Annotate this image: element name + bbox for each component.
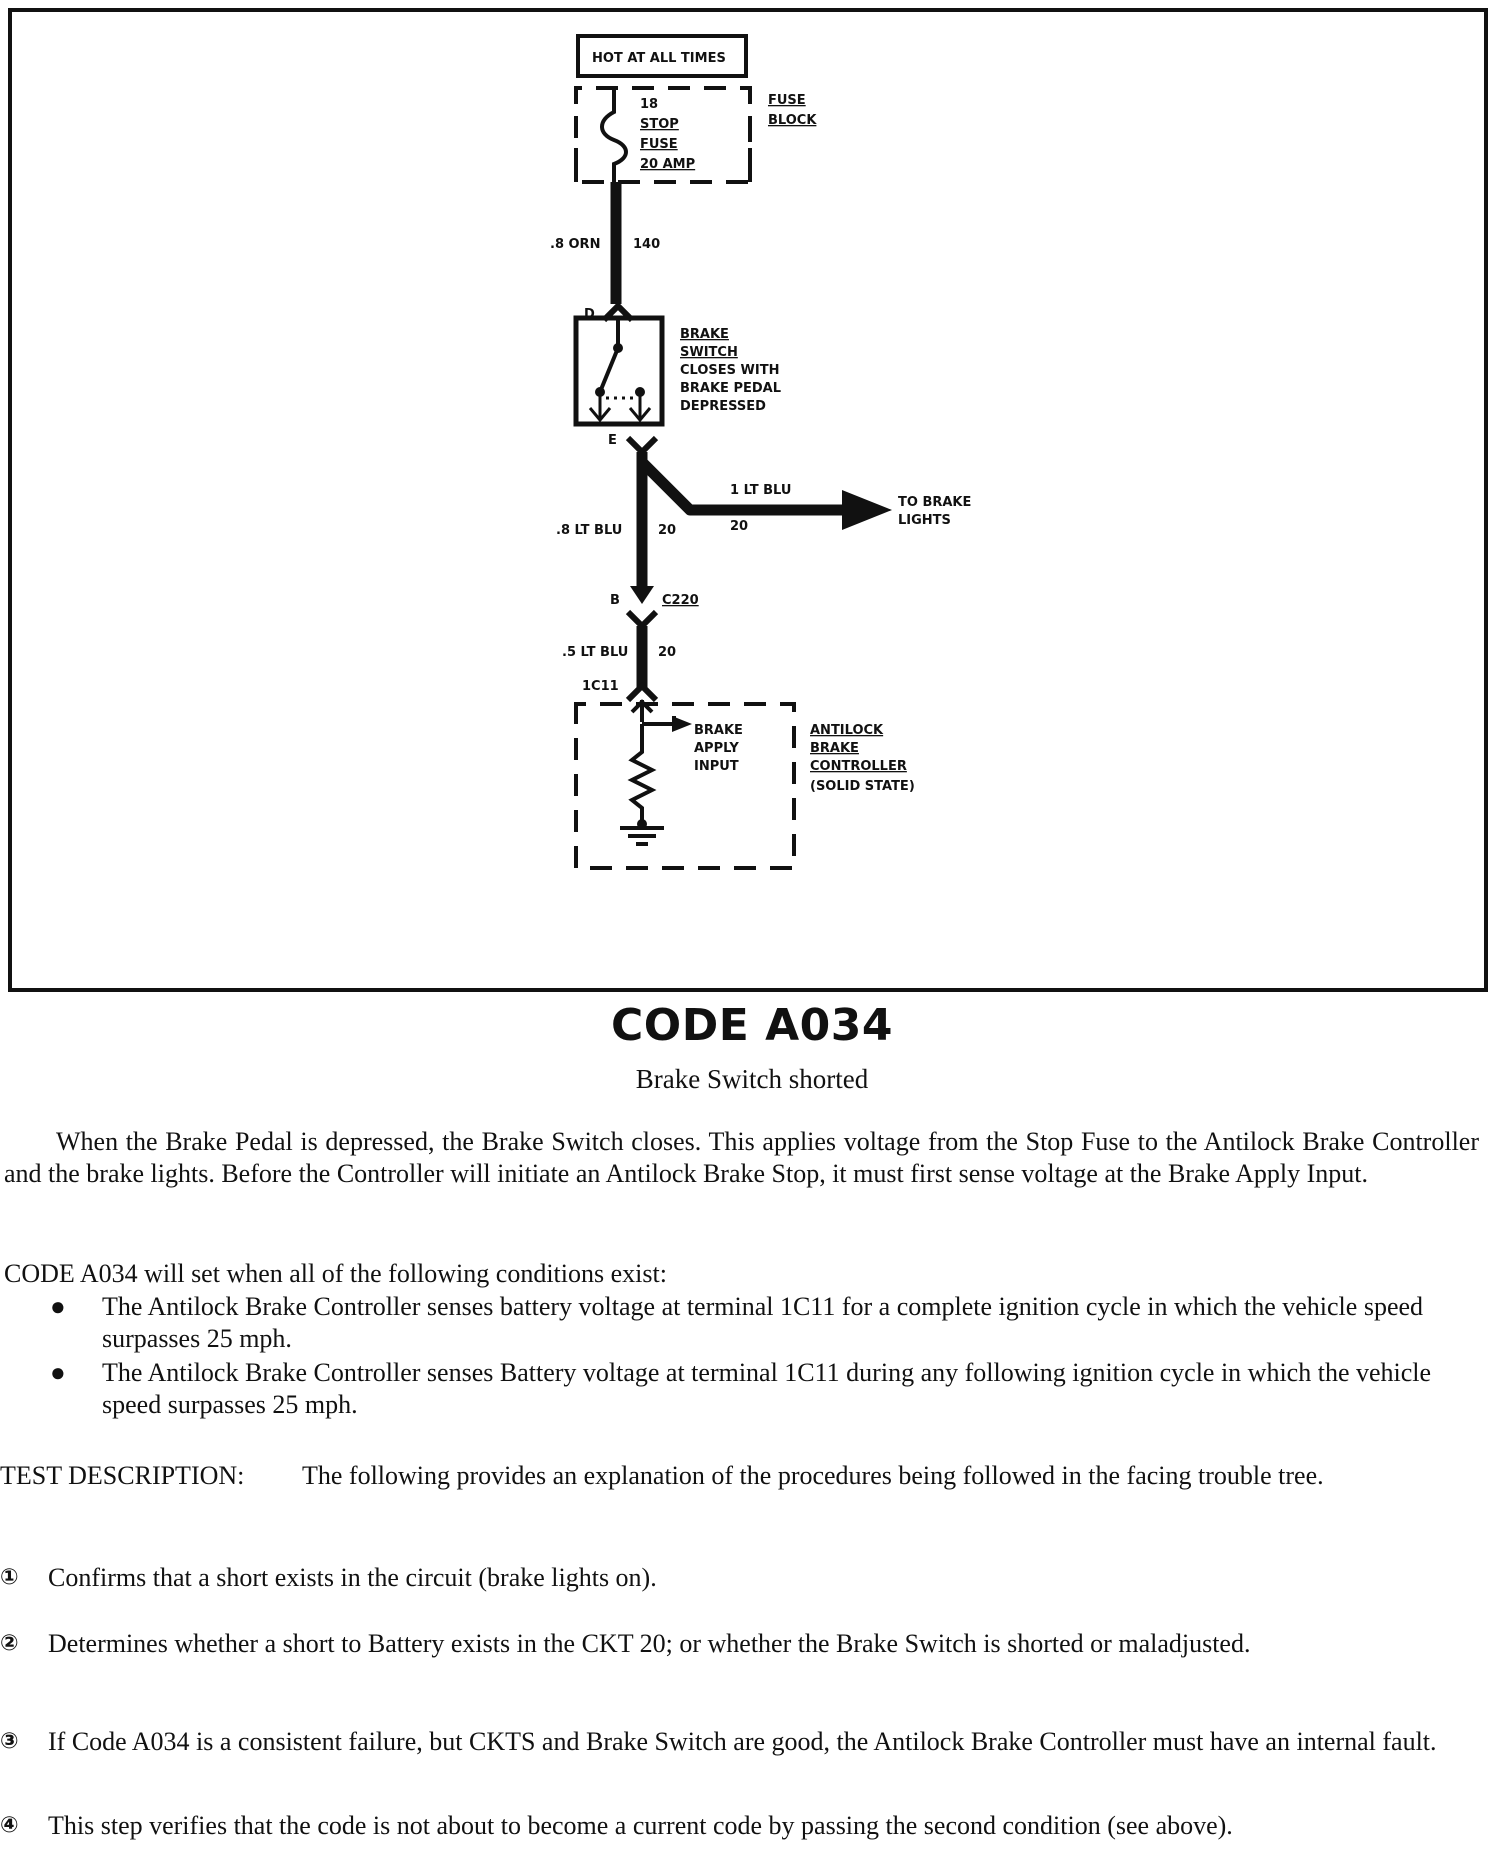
list-item — [0, 1357, 1480, 1421]
wire-low-circuit: 20 — [658, 645, 677, 660]
step-number-icon: ① — [0, 1565, 19, 1590]
to-brake-lights-1: TO BRAKE — [898, 495, 972, 510]
fuse-number: 18 — [640, 97, 659, 112]
ground-icon — [620, 828, 664, 844]
wire-140-color: .8 ORN — [550, 237, 601, 252]
controller-label-2: BRAKE — [810, 741, 859, 756]
page-subtitle: Brake Switch shorted — [635, 1064, 869, 1094]
switch-label-3: CLOSES WITH — [680, 363, 780, 378]
fuse-block-label-1: FUSE — [768, 93, 806, 108]
brake-lights-arrow — [842, 490, 892, 530]
bullet-icon: ● — [50, 1292, 66, 1321]
hot-at-all-times-label: HOT AT ALL TIMES — [592, 51, 726, 66]
switch-pivot — [613, 343, 623, 353]
conditions-intro: CODE A034 will set when all of the following conditions exist: — [4, 1259, 667, 1288]
controller-resistor — [632, 724, 652, 824]
switch-arrows — [590, 392, 650, 420]
fuse-name-1: STOP — [640, 117, 679, 132]
fuse-block-label-2: BLOCK — [768, 113, 817, 128]
fuse-name-2: FUSE — [640, 137, 678, 152]
to-brake-lights-2: LIGHTS — [898, 513, 951, 528]
terminal-e: E — [608, 433, 617, 448]
wire-mid-circuit: 20 — [658, 523, 677, 538]
intro-paragraph: When the Brake Pedal is depressed, the Brake Switch closes. This applies voltage from the Stop Fuse to the Antilock Brake Controller and the brake lights. Before the Controller will initiate an Antilock Brake Stop, it must first sense voltage at the Brake Apply Input. — [4, 1127, 1479, 1188]
terminal-b: B — [610, 593, 620, 608]
step-text: Determines whether a short to Battery exists in the CKT 20; or whether the Brake Switch is shorted or maladjusted. — [48, 1629, 1251, 1658]
controller-label-3: CONTROLLER — [810, 759, 907, 774]
step-number-icon: ② — [0, 1631, 19, 1656]
switch-blade — [600, 348, 618, 392]
c220-lower-connector — [628, 612, 656, 626]
input-label-3: INPUT — [694, 759, 739, 774]
step-number-icon: ④ — [0, 1813, 19, 1838]
condition-text: The Antilock Brake Controller senses battery voltage at terminal 1C11 for a complete ignition cycle in which the vehicle speed surpasses 25 mph. — [102, 1292, 1424, 1353]
switch-label-4: BRAKE PEDAL — [680, 381, 782, 396]
page-title: CODE A034 — [611, 1000, 893, 1051]
conditions-list — [0, 1291, 1480, 1423]
step-number-icon: ③ — [0, 1729, 19, 1754]
controller-label-4: (SOLID STATE) — [810, 779, 915, 794]
condition-text: The Antilock Brake Controller senses Battery voltage at terminal 1C11 during any following ignition cycle in which the vehicle speed surpasses 25 mph. — [102, 1358, 1432, 1419]
bullet-icon: ● — [50, 1358, 66, 1387]
switch-label-2: SWITCH — [680, 345, 738, 360]
test-description-text: The following provides an explanation of the procedures being followed in the facing trouble tree. — [302, 1461, 1324, 1490]
terminal-e-connector — [628, 438, 656, 452]
wire-low-color: .5 LT BLU — [562, 645, 629, 660]
step-text: Confirms that a short exists in the circuit (brake lights on). — [48, 1563, 657, 1592]
terminal-1c11: 1C11 — [582, 679, 619, 694]
input-label-2: APPLY — [694, 741, 739, 756]
terminal-d: D — [584, 307, 595, 322]
c220-arrow — [630, 586, 654, 604]
connector-c220: C220 — [662, 593, 699, 608]
terminal-1c11-connector — [628, 686, 656, 700]
wire-140-circuit: 140 — [633, 237, 661, 252]
controller-label-1: ANTILOCK — [810, 723, 884, 738]
branch-wire-circuit: 20 — [730, 519, 749, 534]
list-item — [0, 1291, 1480, 1355]
fuse-symbol — [602, 88, 626, 182]
branch-wire-color: 1 LT BLU — [730, 483, 792, 498]
wire-mid-color: .8 LT BLU — [556, 523, 623, 538]
input-label-1: BRAKE — [694, 723, 743, 738]
input-arrow — [672, 716, 692, 732]
controller-outline — [576, 704, 794, 868]
step-text: If Code A034 is a consistent failure, but CKTS and Brake Switch are good, the Antilock Brake Controller must have an internal fault. — [48, 1727, 1437, 1756]
switch-label-5: DEPRESSED — [680, 399, 766, 414]
switch-label-1: BRAKE — [680, 327, 729, 342]
wire-branch-brake-lights — [642, 452, 846, 510]
step-text: This step verifies that the code is not about to become a current code by passing the second condition (see above). — [48, 1811, 1233, 1840]
test-description-label: TEST DESCRIPTION: — [0, 1461, 245, 1490]
fuse-rating: 20 AMP — [640, 157, 696, 172]
